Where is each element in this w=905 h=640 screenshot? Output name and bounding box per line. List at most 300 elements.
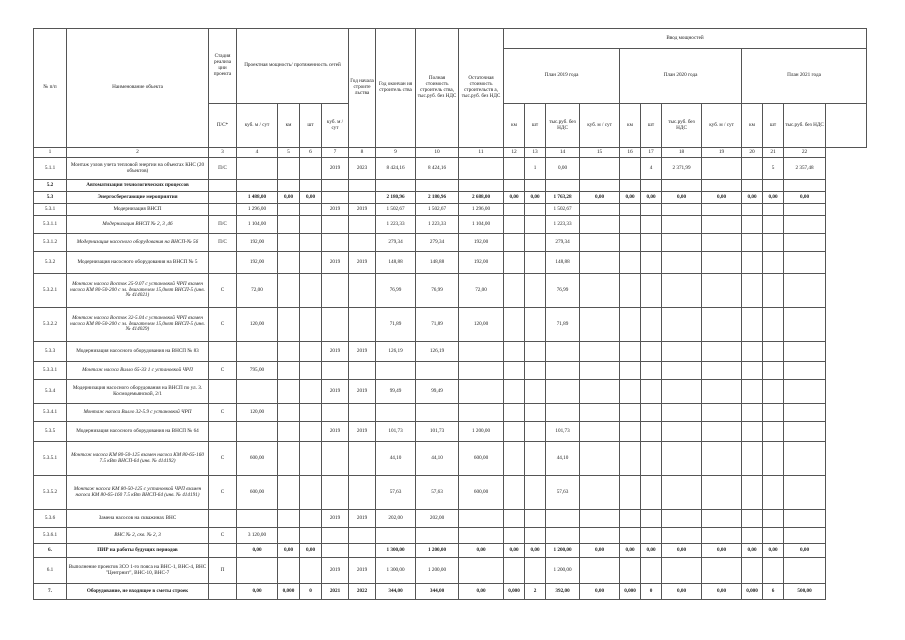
value-cell: 2019 [322, 204, 349, 216]
value-cell [459, 342, 504, 362]
value-cell: П/С [209, 216, 237, 234]
table-row [34, 216, 867, 234]
value-cell: 0,00 [580, 584, 620, 600]
header-full-cost: Полная стоимость строитель ства, тыс.руб. без НДС [416, 29, 459, 148]
value-cell [525, 204, 546, 216]
value-cell: 0,000 [504, 584, 525, 600]
value-cell: 0,00 [742, 544, 763, 558]
table-header [34, 29, 867, 158]
value-cell [349, 274, 376, 308]
value-cell: 148,88 [376, 252, 416, 274]
value-cell: 99,49 [376, 380, 416, 404]
capacity-input-table [33, 28, 867, 600]
value-cell [278, 558, 300, 584]
value-cell: 0,00 [702, 544, 742, 558]
header-unit: шт [525, 104, 546, 148]
object-name-cell: Монтаж насоса Восток 25-9.07 с установкой ЧРП взамен насоса КМ 80-50-200 с эл. двигателем 15,0квт ВНСП-5 (инв. № 414021) [67, 274, 209, 308]
object-name-cell: Модернизация насосного оборудования на ВНСП № 5 [67, 252, 209, 274]
object-name-cell: Монтаж насоса Вилло 65-33 1 с установкой ЧРП [67, 362, 209, 380]
object-name-cell: Модернизация ВНСП [67, 204, 209, 216]
value-cell: 126,19 [416, 342, 459, 362]
row-number-cell: 5.3.5.2 [34, 476, 67, 510]
value-cell [300, 234, 322, 252]
value-cell [580, 422, 620, 442]
value-cell: 44,10 [416, 442, 459, 476]
value-cell [546, 510, 580, 528]
value-cell [784, 308, 826, 342]
value-cell [742, 404, 763, 422]
value-cell: 0,00 [763, 544, 784, 558]
column-number: 4 [237, 148, 278, 158]
value-cell [742, 476, 763, 510]
value-cell: 0,00 [641, 544, 662, 558]
table-row [34, 274, 867, 308]
value-cell: 0,00 [525, 544, 546, 558]
value-cell [662, 476, 702, 510]
value-cell: 1 200,00 [416, 558, 459, 584]
value-cell [580, 558, 620, 584]
value-cell [300, 558, 322, 584]
table-row [34, 308, 867, 342]
value-cell: 120,00 [459, 308, 504, 342]
value-cell [784, 380, 826, 404]
value-cell [580, 234, 620, 252]
value-cell: 0,00 [662, 584, 702, 600]
value-cell [278, 362, 300, 380]
value-cell [525, 274, 546, 308]
value-cell [742, 252, 763, 274]
value-cell [237, 510, 278, 528]
column-number: 3 [209, 148, 237, 158]
object-name-cell: Модернизация насосного оборудования на ВНСП № 83 [67, 342, 209, 362]
object-name-cell: Монтаж узлов учета тепловой энергии на объектах КНС (20 объектов) [67, 158, 209, 180]
value-cell [504, 510, 525, 528]
value-cell [322, 442, 349, 476]
value-cell [580, 252, 620, 274]
value-cell: 0,00 [546, 158, 580, 180]
value-cell [763, 216, 784, 234]
value-cell [459, 528, 504, 544]
table-row [34, 234, 867, 252]
value-cell: 1 200,00 [459, 422, 504, 442]
value-cell [525, 404, 546, 422]
value-cell: 1 296,00 [459, 204, 504, 216]
value-cell [525, 362, 546, 380]
value-cell: С [209, 362, 237, 380]
header-num: № п/п [34, 29, 67, 148]
value-cell: 0,00 [641, 192, 662, 204]
value-cell [620, 252, 641, 274]
value-cell [784, 216, 826, 234]
value-cell [784, 528, 826, 544]
value-cell: 392,00 [546, 584, 580, 600]
value-cell: 2019 [322, 252, 349, 274]
value-cell [641, 476, 662, 510]
column-number: 9 [376, 148, 416, 158]
value-cell: 1 488,00 [237, 192, 278, 204]
value-cell [300, 308, 322, 342]
header-plan-2021: План 2021 года [742, 49, 867, 104]
value-cell [742, 380, 763, 404]
value-cell [278, 252, 300, 274]
value-cell [662, 528, 702, 544]
value-cell: 99,49 [416, 380, 459, 404]
value-cell: 57,63 [376, 476, 416, 510]
value-cell [237, 158, 278, 180]
value-cell: 1 104,00 [237, 216, 278, 234]
row-number-cell: 5.1.1 [34, 158, 67, 180]
header-unit: км [504, 104, 525, 148]
value-cell [742, 274, 763, 308]
value-cell [742, 180, 763, 192]
object-name-cell: Монтаж насоса Восток 32-5.04 с установкой ЧРП взамен насоса КМ 80-50-200 с эл. двигателем 15,0квт ВНСП-5 (инв. № 414029) [67, 308, 209, 342]
value-cell [641, 380, 662, 404]
value-cell [278, 216, 300, 234]
value-cell: 2 371,99 [662, 158, 702, 180]
value-cell [580, 380, 620, 404]
value-cell [641, 442, 662, 476]
row-number-cell: 7. [34, 584, 67, 600]
value-cell: 0,000 [278, 584, 300, 600]
value-cell: 2 [525, 584, 546, 600]
column-number: 14 [546, 148, 580, 158]
value-cell [322, 274, 349, 308]
value-cell [742, 216, 763, 234]
value-cell [237, 180, 278, 192]
value-cell [459, 404, 504, 422]
value-cell [662, 308, 702, 342]
value-cell [662, 380, 702, 404]
value-cell: 600,00 [237, 476, 278, 510]
value-cell [763, 274, 784, 308]
value-cell: 2019 [349, 380, 376, 404]
value-cell: 1 223,33 [546, 216, 580, 234]
value-cell [525, 234, 546, 252]
value-cell [300, 252, 322, 274]
value-cell: 57,63 [416, 476, 459, 510]
value-cell [322, 404, 349, 422]
value-cell: 2019 [322, 558, 349, 584]
table-row [34, 528, 867, 544]
value-cell [641, 204, 662, 216]
value-cell: 0,000 [620, 584, 641, 600]
column-number: 1 [34, 148, 67, 158]
value-cell [546, 380, 580, 404]
value-cell: 0,00 [459, 584, 504, 600]
value-cell: 2019 [322, 158, 349, 180]
value-cell [525, 308, 546, 342]
value-cell: П [209, 558, 237, 584]
value-cell [784, 252, 826, 274]
value-cell [702, 362, 742, 380]
value-cell [546, 342, 580, 362]
value-cell [702, 422, 742, 442]
value-cell [525, 510, 546, 528]
value-cell [702, 204, 742, 216]
value-cell [662, 404, 702, 422]
value-cell [784, 476, 826, 510]
column-number: 15 [580, 148, 620, 158]
value-cell [763, 234, 784, 252]
value-cell [580, 216, 620, 234]
value-cell: 101,73 [376, 422, 416, 442]
value-cell: 0,00 [702, 584, 742, 600]
value-cell [349, 404, 376, 422]
object-name-cell: Монтаж насоса КМ 80-50-125 с установкой ЧРП взамен насоса КМ 80-65-160 7.5 кВт ВНСП-64 (инв. № 414191) [67, 476, 209, 510]
column-number: 13 [525, 148, 546, 158]
value-cell [742, 422, 763, 442]
value-cell: 1 223,33 [376, 216, 416, 234]
column-number: 10 [416, 148, 459, 158]
column-number: 2 [67, 148, 209, 158]
value-cell [416, 404, 459, 422]
value-cell [763, 442, 784, 476]
value-cell [525, 216, 546, 234]
value-cell [504, 274, 525, 308]
value-cell [620, 234, 641, 252]
value-cell: 2023 [349, 158, 376, 180]
table-row [34, 342, 867, 362]
value-cell [662, 510, 702, 528]
value-cell [580, 308, 620, 342]
value-cell [278, 204, 300, 216]
value-cell [702, 476, 742, 510]
value-cell [525, 380, 546, 404]
value-cell [580, 362, 620, 380]
value-cell: 2022 [349, 584, 376, 600]
value-cell [580, 158, 620, 180]
value-cell [620, 204, 641, 216]
value-cell: 101,73 [546, 422, 580, 442]
row-number-cell: 5.3.1 [34, 204, 67, 216]
value-cell: 2 357,48 [784, 158, 826, 180]
header-unit: куб. м / сут [237, 104, 278, 148]
value-cell [784, 510, 826, 528]
value-cell [641, 404, 662, 422]
value-cell: 71,89 [546, 308, 580, 342]
value-cell [349, 192, 376, 204]
value-cell [376, 362, 416, 380]
value-cell [504, 422, 525, 442]
header-unit: тыс.руб. без НДС [784, 104, 826, 148]
value-cell: 2021 [322, 584, 349, 600]
value-cell [580, 528, 620, 544]
value-cell: 72,00 [237, 274, 278, 308]
value-cell: 2019 [322, 510, 349, 528]
value-cell [662, 234, 702, 252]
value-cell [300, 510, 322, 528]
value-cell [209, 544, 237, 558]
value-cell [504, 404, 525, 422]
value-cell [278, 308, 300, 342]
object-name-cell: Выполнение проектов ЗСО 1-го пояса на ВНС-1, ВНС-4, ВНС "Центрнит", ВНС-10, ВНС-7 [67, 558, 209, 584]
value-cell: 344,00 [376, 584, 416, 600]
value-cell [702, 528, 742, 544]
value-cell [763, 180, 784, 192]
value-cell: 344,00 [416, 584, 459, 600]
value-cell [702, 558, 742, 584]
header-start-year: Год начала строите льства [349, 29, 376, 148]
value-cell [620, 274, 641, 308]
value-cell [209, 204, 237, 216]
value-cell [278, 158, 300, 180]
column-number: 22 [784, 148, 826, 158]
value-cell [641, 528, 662, 544]
value-cell [278, 442, 300, 476]
value-cell [641, 234, 662, 252]
value-cell [763, 308, 784, 342]
header-unit [826, 104, 867, 148]
column-number: 5 [278, 148, 300, 158]
value-cell [620, 422, 641, 442]
value-cell: 0,00 [784, 544, 826, 558]
value-cell [237, 558, 278, 584]
value-cell [278, 422, 300, 442]
value-cell: 0,00 [620, 544, 641, 558]
value-cell [300, 380, 322, 404]
value-cell [742, 510, 763, 528]
value-cell [349, 234, 376, 252]
value-cell: 1 300,00 [376, 558, 416, 584]
value-cell: 0,00 [278, 544, 300, 558]
value-cell: 0,00 [300, 544, 322, 558]
value-cell [209, 584, 237, 600]
value-cell [620, 528, 641, 544]
value-cell [237, 380, 278, 404]
value-cell [784, 422, 826, 442]
value-cell [580, 342, 620, 362]
value-cell [742, 558, 763, 584]
header-unit: куб. м / сут [580, 104, 620, 148]
value-cell: 192,00 [237, 234, 278, 252]
row-number-cell: 5.3.4.1 [34, 404, 67, 422]
value-cell: 1 763,28 [546, 192, 580, 204]
value-cell: 600,00 [459, 476, 504, 510]
value-cell: 0,00 [459, 544, 504, 558]
value-cell: С [209, 308, 237, 342]
value-cell: 279,34 [376, 234, 416, 252]
row-number-cell: 5.3.3 [34, 342, 67, 362]
value-cell [376, 180, 416, 192]
value-cell [525, 476, 546, 510]
value-cell [662, 274, 702, 308]
header-unit-stage: П/С* [209, 104, 237, 148]
value-cell [580, 442, 620, 476]
value-cell: С [209, 476, 237, 510]
value-cell [763, 476, 784, 510]
value-cell [459, 362, 504, 380]
value-cell [209, 510, 237, 528]
value-cell [580, 180, 620, 192]
value-cell [209, 192, 237, 204]
table-row [34, 404, 867, 422]
value-cell: 279,34 [546, 234, 580, 252]
table-row [34, 192, 867, 204]
value-cell: 2019 [349, 342, 376, 362]
value-cell [763, 380, 784, 404]
value-cell [546, 362, 580, 380]
value-cell [702, 180, 742, 192]
column-number: 7 [322, 148, 349, 158]
value-cell [322, 234, 349, 252]
table-body [34, 158, 867, 600]
value-cell: 120,00 [237, 308, 278, 342]
column-number: 21 [763, 148, 784, 158]
value-cell [662, 558, 702, 584]
value-cell: 0,00 [662, 192, 702, 204]
table-row [34, 380, 867, 404]
value-cell [376, 528, 416, 544]
row-number-cell: 5.2 [34, 180, 67, 192]
value-cell [763, 342, 784, 362]
value-cell [702, 216, 742, 234]
value-cell [504, 380, 525, 404]
value-cell: 148,88 [416, 252, 459, 274]
value-cell: 192,00 [237, 252, 278, 274]
value-cell [237, 422, 278, 442]
value-cell: 0,00 [237, 544, 278, 558]
column-number: 12 [504, 148, 525, 158]
value-cell: 126,19 [376, 342, 416, 362]
row-number-cell: 5.3.5 [34, 422, 67, 442]
value-cell [322, 476, 349, 510]
value-cell [278, 274, 300, 308]
value-cell [459, 558, 504, 584]
object-name-cell: ПИР на работы будущих периодов [67, 544, 209, 558]
value-cell: 192,00 [459, 252, 504, 274]
value-cell [763, 422, 784, 442]
value-cell: 72,00 [459, 274, 504, 308]
value-cell [641, 342, 662, 362]
header-unit: шт [300, 104, 322, 148]
value-cell: 4 [641, 158, 662, 180]
value-cell [742, 442, 763, 476]
object-name-cell: Монтаж насоса КМ 80-50-125 взамен насоса КМ 80-65-160 7.5 кВт ВНСП-64 (инв. № 414192) [67, 442, 209, 476]
value-cell: 0,00 [620, 192, 641, 204]
object-name-cell: Автоматизация технологических процессов [67, 180, 209, 192]
row-number-cell: 5.3 [34, 192, 67, 204]
value-cell: 44,10 [546, 442, 580, 476]
object-name-cell: Модернизация насосного оборудования на ВНСП по ул. З. Космодемьянской, 2/1 [67, 380, 209, 404]
header-capacity-input: Ввод мощностей [504, 29, 867, 49]
header-unit: тыс.руб. без НДС [546, 104, 580, 148]
value-cell: 2019 [349, 510, 376, 528]
header-name: Наименование объекта [67, 29, 209, 148]
value-cell: 0 [641, 584, 662, 600]
value-cell [546, 528, 580, 544]
value-cell: 0,00 [300, 192, 322, 204]
value-cell [300, 528, 322, 544]
value-cell: 0,00 [702, 192, 742, 204]
value-cell [322, 308, 349, 342]
value-cell [620, 158, 641, 180]
value-cell [349, 180, 376, 192]
table-row [34, 584, 867, 600]
value-cell [504, 180, 525, 192]
value-cell: 76,99 [376, 274, 416, 308]
value-cell [763, 528, 784, 544]
value-cell: 120,00 [237, 404, 278, 422]
header-stage: Стадия реализа ции проекта [209, 29, 237, 104]
value-cell: 2019 [322, 342, 349, 362]
value-cell: 2019 [349, 558, 376, 584]
value-cell [641, 216, 662, 234]
value-cell: 1 [525, 158, 546, 180]
header-unit: шт [641, 104, 662, 148]
value-cell: 71,89 [376, 308, 416, 342]
value-cell [620, 308, 641, 342]
table-row [34, 558, 867, 584]
